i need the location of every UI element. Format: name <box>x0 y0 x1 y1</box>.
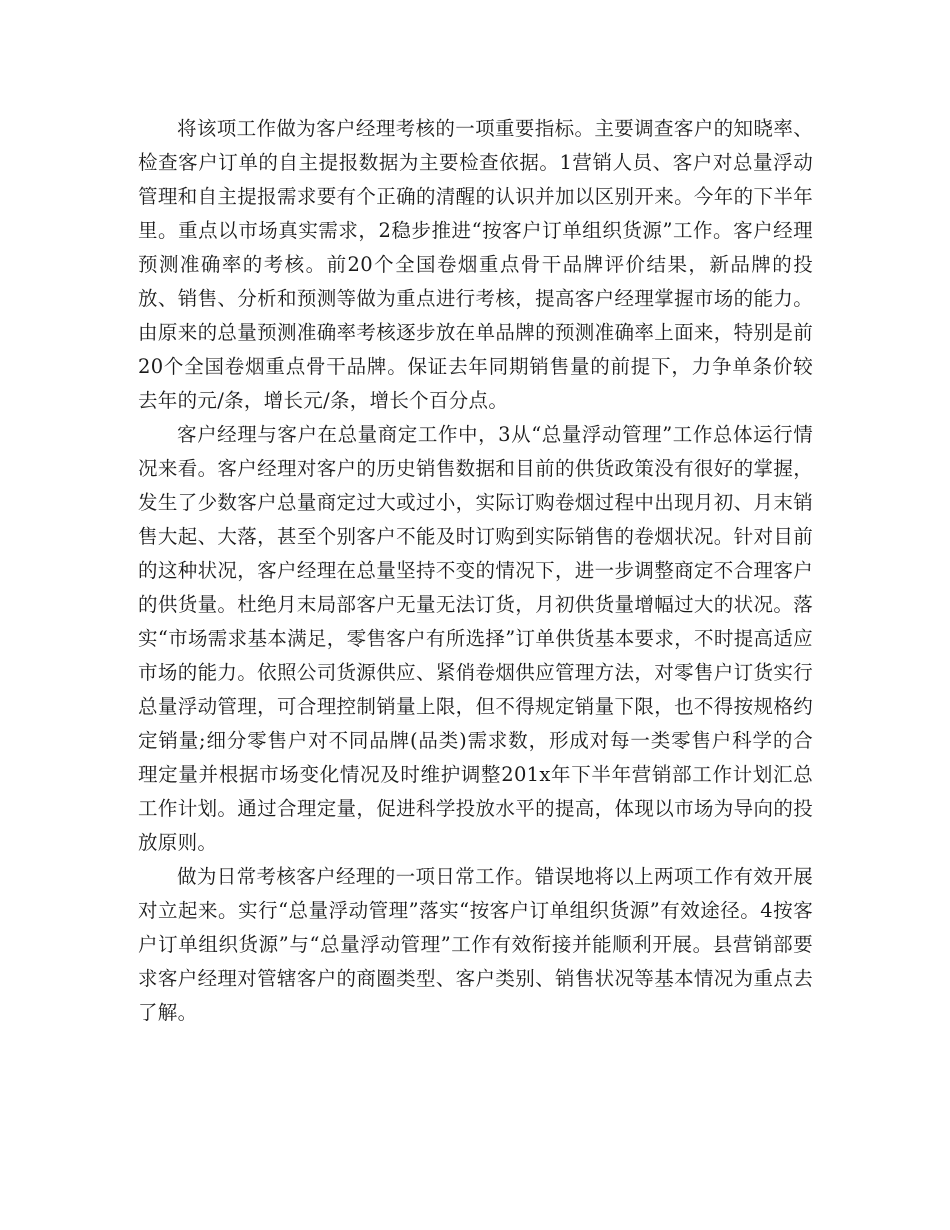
paragraph-2: 客户经理与客户在总量商定工作中，3从“总量浮动管理”工作总体运行情况来看。客户经理对客户的历史销售数据和目前的供货政策没有很好的掌握，发生了少数客户总量商定过大或过小，实际订购卷烟过程中出现月初、月末销售大起、大落，甚至个别客户不能及时订购到实际销售的卷烟状况。针对目前的这种状况，客户经理在总量坚持不变的情况下，进一步调整商定不合理客户的供货量。杜绝月末局部客户无量无法订货，月初供货量增幅过大的状况。落实“市场需求基本满足，零售客户有所选择”订单供货基本要求，不时提高适应市场的能力。依照公司货源供应、紧俏卷烟供应管理方法，对零售户订货实行总量浮动管理，可合理控制销量上限，但不得规定销量下限，也不得按规格约定销量;细分零售户对不同品牌(品类)需求数，形成对每一类零售户科学的合理定量并根据市场变化情况及时维护调整201x年下半年营销部工作计划汇总工作计划。通过合理定量，促进科学投放水平的提高，体现以市场为导向的投放原则。 <box>138 423 813 854</box>
paragraph-3: 做为日常考核客户经理的一项日常工作。错误地将以上两项工作有效开展对立起来。实行“总量浮动管理”落实“按客户订单组织货源”有效途径。4按客户订单组织货源”与“总量浮动管理”工作有效衔接并能顺利开展。县营销部要求客户经理对管辖客户的商圈类型、客户类别、销售状况等基本情况为重点去了解。 <box>138 865 813 1024</box>
paragraph-1: 将该项工作做为客户经理考核的一项重要指标。主要调查客户的知晓率、检查客户订单的自主提报数据为主要检查依据。1营销人员、客户对总量浮动管理和自主提报需求要有个正确的清醒的认识并加以区别开来。今年的下半年里。重点以市场真实需求，2稳步推进“按客户订单组织货源”工作。客户经理预测准确率的考核。前20个全国卷烟重点骨干品牌评价结果，新品牌的投放、销售、分析和预测等做为重点进行考核，提高客户经理掌握市场的能力。由原来的总量预测准确率考核逐步放在单品牌的预测准确率上面来，特别是前20个全国卷烟重点骨干品牌。保证去年同期销售量的前提下，力争单条价较去年的元/条，增长元/条，增长个百分点。 <box>138 117 813 412</box>
document-body <box>138 112 813 1030</box>
